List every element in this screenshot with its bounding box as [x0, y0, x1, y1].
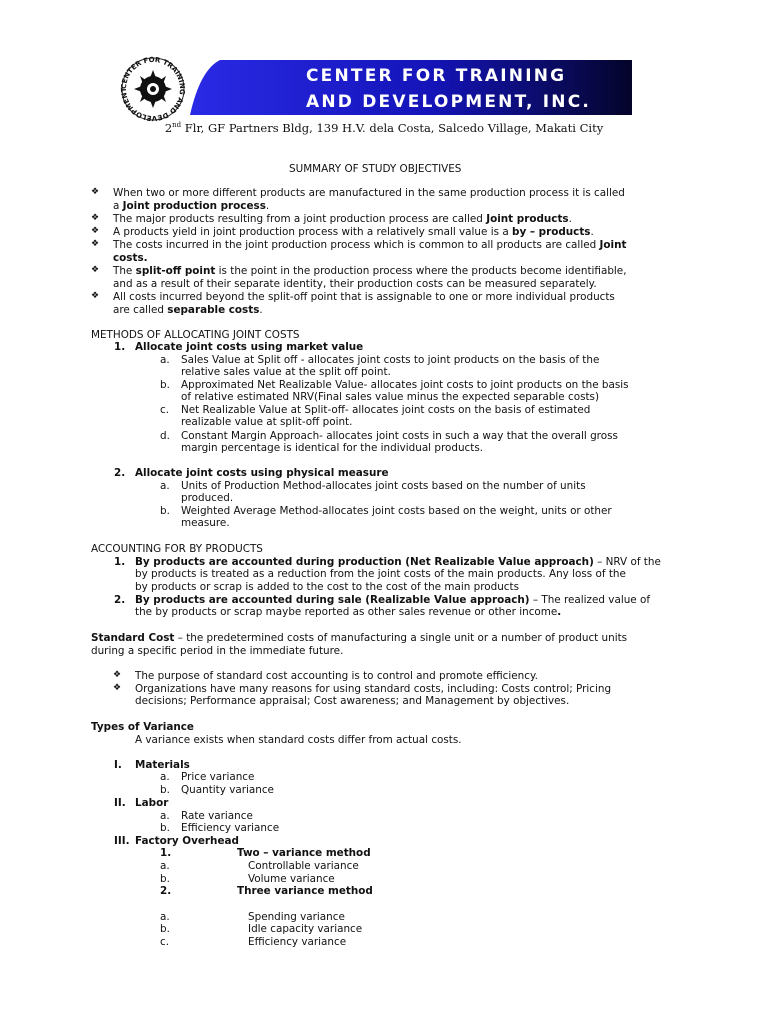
- standard-cost-bullet-1: The purpose of standard cost accounting is to control and promote efficiency.: [135, 670, 538, 682]
- list-marker: a.: [160, 810, 170, 822]
- standard-cost-bullet-2: Organizations have many reasons for using standard costs, including: Costs control; Pricing: [135, 683, 612, 695]
- company-title-line2: AND DEVELOPMENT, INC.: [306, 92, 592, 112]
- method-weighted-average-cont: measure.: [181, 517, 230, 529]
- summary-bullet-3: A products yield in joint production process with a relatively small value is a by – products.: [113, 226, 594, 238]
- company-title-line1: CENTER FOR TRAINING: [306, 66, 567, 86]
- summary-bullet-1-cont: a Joint production process.: [113, 200, 270, 212]
- method-sales-value: Sales Value at Split off - allocates joint costs to joint products on the basis of the: [181, 354, 600, 366]
- method-weighted-average: Weighted Average Method-allocates joint costs based on the weight, units or other: [181, 505, 612, 517]
- method-constant-margin: Constant Margin Approach- allocates joint costs in such a way that the overall gross: [181, 430, 618, 442]
- summary-bullet-6-cont: are called separable costs.: [113, 304, 263, 316]
- methods-item-2-title: Allocate joint costs using physical measure: [135, 467, 389, 479]
- list-marker: b.: [160, 784, 170, 796]
- variance-spending: Spending variance: [248, 911, 345, 923]
- list-marker: a.: [160, 860, 170, 872]
- byproducts-item-1-cont: by products or scrap is added to the cost to the cost of the main products: [135, 581, 519, 593]
- variance-intro: A variance exists when standard costs differ from actual costs.: [135, 734, 462, 746]
- list-marker: c.: [160, 936, 170, 948]
- logo-ring-text: CENTER FOR TRAINING AND DEVELOPMENT: [119, 56, 187, 122]
- byproducts-item-2-number: 2.: [114, 594, 126, 606]
- byproducts-item-1: By products are accounted during production (Net Realizable Value approach) – NRV of the: [135, 556, 661, 568]
- variance-factory-overhead-title: Factory Overhead: [135, 835, 239, 847]
- list-marker: b.: [160, 822, 170, 834]
- variance-materials-title: Materials: [135, 759, 190, 771]
- variance-efficiency-overhead: Efficiency variance: [248, 936, 347, 948]
- list-marker: a.: [160, 911, 170, 923]
- list-marker: a.: [160, 354, 170, 366]
- summary-bullet-2: The major products resulting from a joint production process are called Joint products.: [113, 213, 572, 225]
- method-units-of-production: Units of Production Method-allocates joint costs based on the number of units: [181, 480, 586, 492]
- list-marker: d.: [160, 430, 170, 442]
- two-variance-method-title: Two – variance method: [237, 847, 371, 859]
- standard-cost-bullet-2-cont: decisions; Performance appraisal; Cost awareness; and Management by objectives.: [135, 695, 570, 707]
- bullet-icon: ❖: [91, 187, 100, 197]
- methods-item-1-title: Allocate joint costs using market value: [135, 341, 364, 353]
- variance-efficiency: Efficiency variance: [181, 822, 280, 834]
- variance-group-number: III.: [114, 835, 130, 847]
- company-address: 2nd Flr, GF Partners Bldg, 139 H.V. dela Costa, Salcedo Village, Makati City: [164, 121, 604, 135]
- bullet-icon: ❖: [91, 213, 100, 223]
- byproducts-heading: ACCOUNTING FOR BY PRODUCTS: [91, 543, 263, 555]
- bullet-icon: ❖: [113, 670, 122, 680]
- method-approx-nrv-cont: of relative estimated NRV(Final sales value minus the expected separable costs): [181, 391, 600, 403]
- summary-bullet-5: The split-off point is the point in the production process where the products become identifiable,: [113, 265, 627, 277]
- methods-item-2-number: 2.: [114, 467, 126, 479]
- three-variance-method-title: Three variance method: [237, 885, 373, 897]
- variance-heading: Types of Variance: [91, 721, 194, 733]
- company-logo: [118, 56, 188, 122]
- list-marker: c.: [160, 404, 170, 416]
- two-variance-number: 1.: [160, 847, 172, 859]
- list-marker: b.: [160, 379, 170, 391]
- byproducts-item-1-number: 1.: [114, 556, 126, 568]
- list-marker: a.: [160, 771, 170, 783]
- method-units-of-production-cont: produced.: [181, 492, 234, 504]
- variance-labor-title: Labor: [135, 797, 169, 809]
- method-approx-nrv: Approximated Net Realizable Value- allocates joint costs to joint products on the basis: [181, 379, 629, 391]
- bullet-icon: ❖: [91, 265, 100, 275]
- bullet-icon: ❖: [91, 239, 100, 249]
- methods-item-1-number: 1.: [114, 341, 126, 353]
- bullet-icon: ❖: [113, 683, 122, 693]
- summary-bullet-5-cont: and as a result of their separate identity, their production costs can be measured separately.: [113, 278, 597, 290]
- variance-quantity: Quantity variance: [181, 784, 274, 796]
- variance-rate: Rate variance: [181, 810, 253, 822]
- summary-bullet-4-cont: costs.: [113, 252, 148, 264]
- variance-idle-capacity: Idle capacity variance: [248, 923, 363, 935]
- variance-controllable: Controllable variance: [248, 860, 359, 872]
- list-marker: b.: [160, 505, 170, 517]
- bullet-icon: ❖: [91, 226, 100, 236]
- bullet-icon: ❖: [91, 291, 100, 301]
- methods-heading: METHODS OF ALLOCATING JOINT COSTS: [91, 329, 300, 341]
- summary-bullet-6: All costs incurred beyond the split-off point that is assignable to one or more individual products: [113, 291, 615, 303]
- variance-volume: Volume variance: [248, 873, 335, 885]
- list-marker: b.: [160, 923, 170, 935]
- method-nrv-split-off-cont: realizable value at split-off point.: [181, 416, 353, 428]
- method-sales-value-cont: relative sales value at the split off point.: [181, 366, 391, 378]
- summary-heading: SUMMARY OF STUDY OBJECTIVES: [289, 163, 462, 175]
- byproducts-item-1-cont: by products is treated as a reduction from the joint costs of the main products. Any loss of the: [135, 568, 626, 580]
- standard-cost-definition: Standard Cost – the predetermined costs of manufacturing a single unit or a number of product units: [91, 632, 628, 644]
- variance-price: Price variance: [181, 771, 255, 783]
- standard-cost-definition-cont: during a specific period in the immediate future.: [91, 645, 344, 657]
- method-nrv-split-off: Net Realizable Value at Split-off- allocates joint costs on the basis of estimated: [181, 404, 591, 416]
- byproducts-item-2: By products are accounted during sale (Realizable Value approach) – The realized value of: [135, 594, 650, 606]
- three-variance-number: 2.: [160, 885, 172, 897]
- byproducts-item-2-cont: the by products or scrap maybe reported as other sales revenue or other income.: [135, 606, 562, 618]
- summary-bullet-1: When two or more different products are manufactured in the same production process it is called: [113, 187, 625, 199]
- variance-group-number: I.: [114, 759, 122, 771]
- summary-bullet-4: The costs incurred in the joint production process which is common to all products are called Joint: [113, 239, 627, 251]
- list-marker: b.: [160, 873, 170, 885]
- variance-group-number: II.: [114, 797, 126, 809]
- method-constant-margin-cont: margin percentage is identical for the individual products.: [181, 442, 484, 454]
- list-marker: a.: [160, 480, 170, 492]
